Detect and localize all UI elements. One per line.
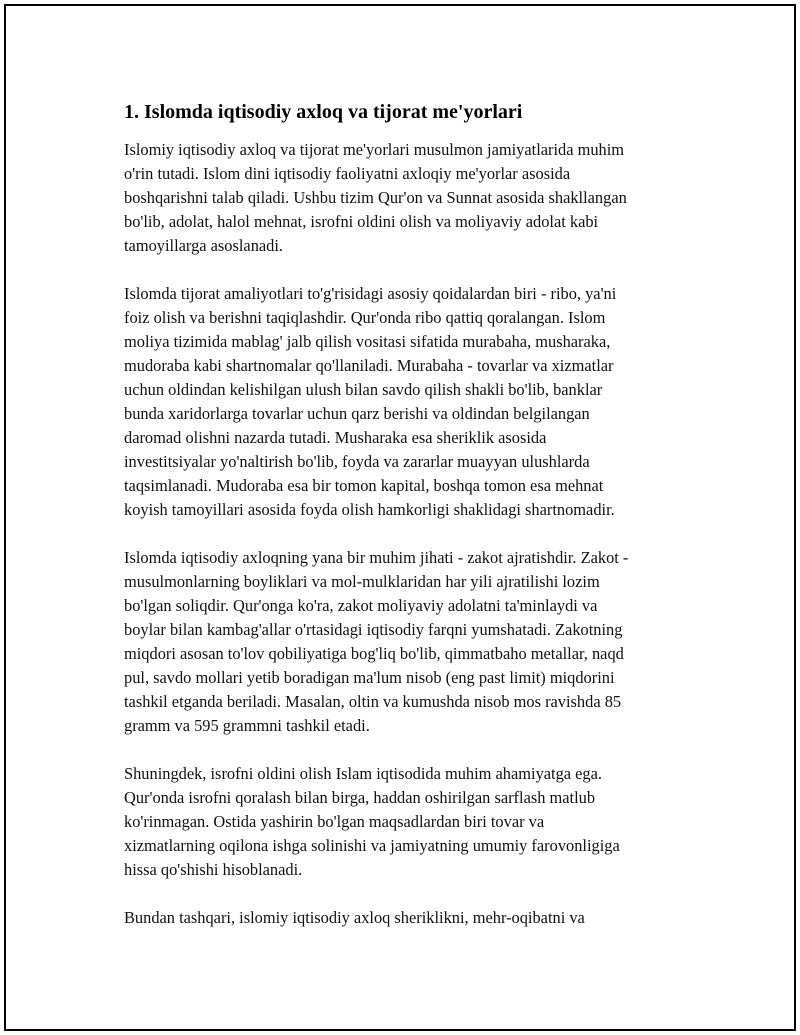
paragraph-israf: Shuningdek, isrofni oldini olish Islam iqtisodida muhim ahamiyatga ega. Qur'onda isrofni qoralash bilan birga, haddan oshirilgan sarflash matlub ko'rinmagan. Ostida yashirin bo'lgan maqsadlardan biri tovar va xizmatlarning oqilona ishga solinishi va jamiyatning umumiy farovonligiga hissa qo'shishi hisoblanadi.: [124, 764, 620, 879]
section-heading: 1. Islomda iqtisodiy axloq va tijorat me'yorlari: [124, 101, 523, 123]
paragraph-intro: Islomiy iqtisodiy axloq va tijorat me'yorlari musulmon jamiyatlarida muhim o'rin tutadi. Islom dini iqtisodiy faoliyatni axloqiy me'yorlar asosida boshqarishni talab qiladi. Ushbu tizim Qur'on va Sunnat asosida shakllangan bo'lib, adolat, halol mehnat, isrofni oldini olish va moliyaviy adolat kabi tamoyillarga asoslanadi.: [124, 140, 627, 255]
paragraph-riba-contracts: Islomda tijorat amaliyotlari to'g'risidagi asosiy qoidalardan biri - ribo, ya'ni foiz olish va berishni taqiqlashdir. Qur'onda ribo qattiq qoralangan. Islom moliya tizimida mablag' jalb qilish vositasi sifatida murabaha, musharaka, mudoraba kabi shartnomalar qo'llaniladi. Murabaha - tovarlar va xizmatlar uchun oldindan kelishilgan ulush bilan savdo qilish shakli bo'lib, banklar bunda xaridorlarga tovarlar uchun qarz berishi va oldindan belgilangan daromad olishni nazarda tutadi. Musharaka esa sheriklik asosida investitsiyalar yo'naltirish bo'lib, foyda va zararlar muayyan ulushlarda taqsimlanadi. Mudoraba esa bir tomon kapital, boshqa tomon esa mehnat koyish tamoyillari asosida foyda olish hamkorligi shaklidagi shartnomadir.: [124, 284, 617, 519]
document-body: [124, 100, 704, 954]
document-page: [4, 4, 796, 1031]
paragraph-continuation: Bundan tashqari, islomiy iqtisodiy axloq sheriklikni, mehr-oqibatni va: [124, 908, 585, 927]
paragraph-zakat: Islomda iqtisodiy axloqning yana bir muhim jihati - zakot ajratishdir. Zakot - musulmonlarning boyliklari va mol-mulklaridan har yili ajratilishi lozim bo'lgan soliqdir. Qur'onga ko'ra, zakot moliyaviy adolatni ta'minlaydi va boylar bilan kambag'allar o'rtasidagi iqtisodiy farqni yumshatadi. Zakotning miqdori asosan to'lov qobiliyatiga bog'liq bo'lib, qimmatbaho metallar, naqd pul, savdo mollari yetib boradigan ma'lum nisob (eng past limit) miqdorini tashkil etganda beriladi. Masalan, oltin va kumushda nisob mos ravishda 85 gramm va 595 grammni tashkil etadi.: [124, 548, 629, 735]
